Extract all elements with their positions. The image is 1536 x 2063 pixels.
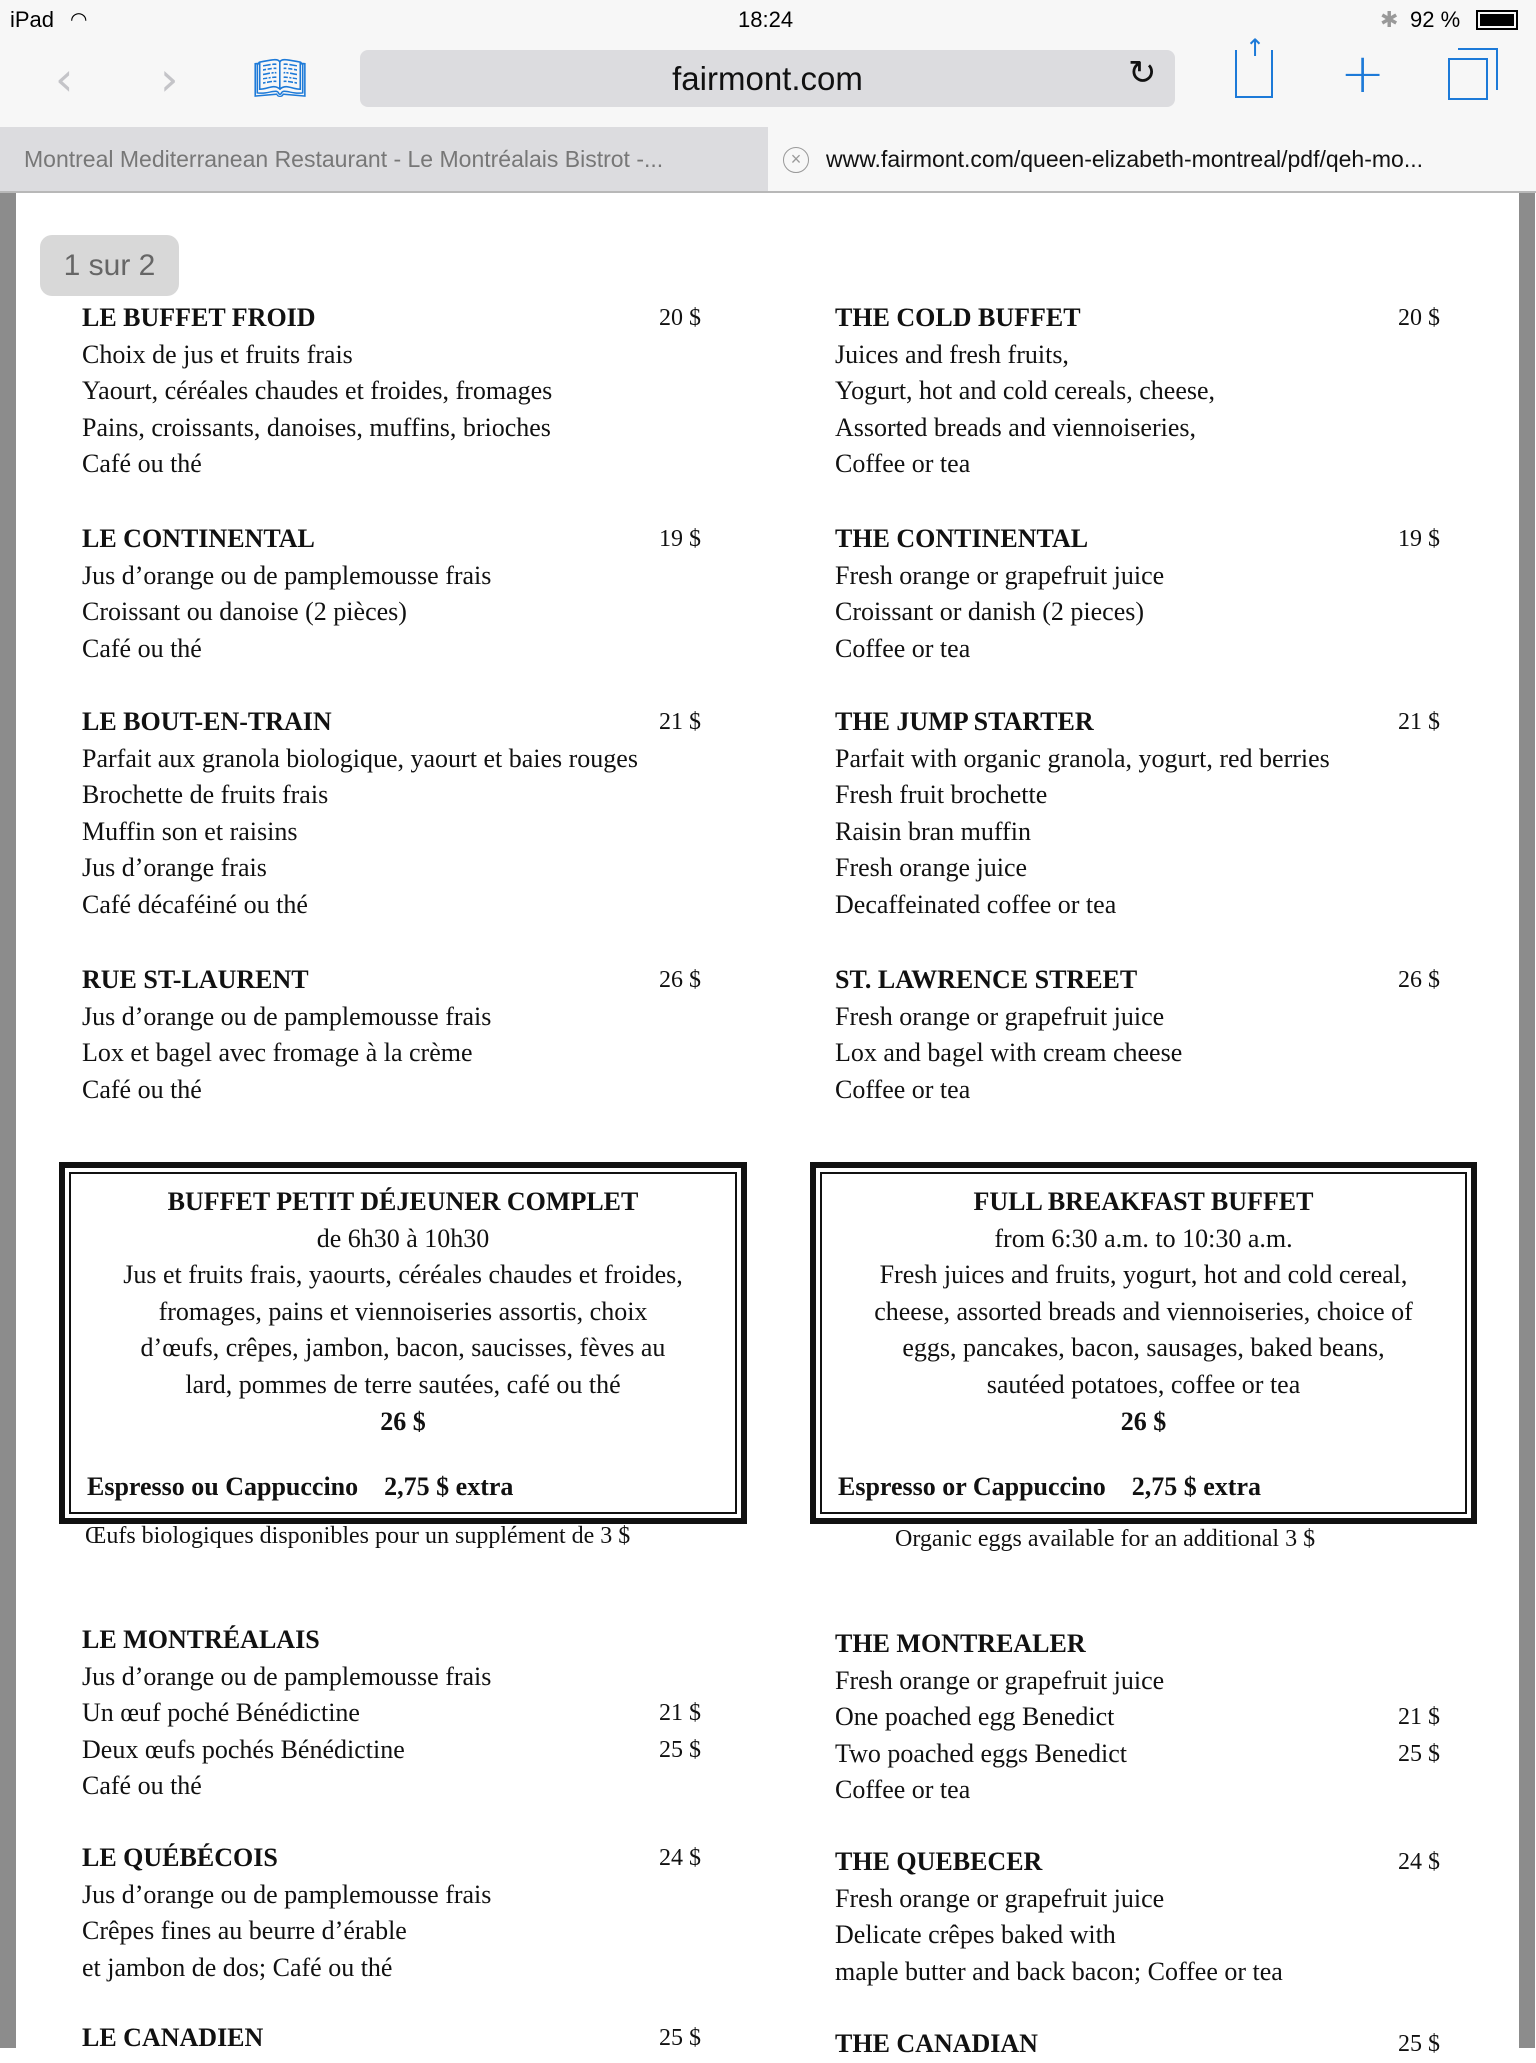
item-price: 25 $ [659, 2025, 701, 2051]
item-line: Jus d’orange frais [82, 853, 267, 883]
line-price: 21 $ [1398, 1704, 1440, 1731]
item-heading: LE QUÉBÉCOIS [82, 1843, 278, 1872]
menu-item [82, 1622, 491, 1805]
menu-item [82, 2020, 263, 2057]
box-price: 26 $ [380, 1406, 426, 1436]
espresso-label: Espresso ou Cappuccino [87, 1472, 359, 1502]
item-line: Raisin bran muffin [835, 816, 1031, 846]
wifi-icon: ◠ [70, 7, 88, 31]
espresso-line [838, 1469, 1261, 1506]
item-price: 19 $ [1398, 526, 1440, 552]
item-price: 21 $ [1398, 709, 1440, 735]
menu-item [835, 1844, 1283, 1990]
item-line: Fresh fruit brochette [835, 780, 1048, 810]
item-line: Coffee or tea [835, 449, 971, 479]
item-line: Parfait with organic granola, yogurt, red berries [835, 743, 1330, 773]
item-line: Fresh orange or grapefruit juice [835, 1883, 1165, 1913]
item-price: 20 $ [1398, 305, 1440, 331]
item-heading: LE CANADIEN [82, 2023, 264, 2052]
item-line: Juices and fresh fruits, [835, 339, 1069, 369]
item-line: Café ou thé [82, 1074, 202, 1104]
item-line: Parfait aux granola biologique, yaourt et baies rouges [82, 743, 638, 773]
menu-item [82, 300, 552, 483]
item-line: Decaffeinated coffee or tea [835, 889, 1117, 919]
menu-item [835, 962, 1182, 1108]
item-line: Pains, croissants, danoises, muffins, brioches [82, 412, 551, 442]
menu-item [835, 1626, 1164, 1809]
item-heading: THE QUEBECER [835, 1847, 1043, 1876]
item-line: Café ou thé [82, 449, 202, 479]
item-line: Coffee or tea [835, 1775, 971, 1805]
tabs-icon[interactable] [1448, 58, 1488, 100]
menu-item [82, 521, 491, 667]
espresso-price: 2,75 $ extra [384, 1472, 514, 1502]
battery-percent: 92 % [1410, 7, 1461, 32]
box-line: Jus et fruits frais, yaourts, céréales chaudes et froides, [123, 1260, 683, 1290]
forward-button[interactable]: › [160, 52, 179, 106]
item-heading: LE CONTINENTAL [82, 524, 315, 553]
reload-icon[interactable]: ↻ [1128, 53, 1157, 93]
item-heading: ST. LAWRENCE STREET [835, 965, 1138, 994]
battery-icon [1476, 10, 1518, 30]
item-price: 19 $ [659, 526, 701, 552]
tab-pdf[interactable]: www.fairmont.com/queen-elizabeth-montreal/pdf/qeh-mo... [768, 127, 1536, 191]
menu-item [82, 704, 638, 924]
clock: 18:24 [738, 7, 794, 32]
menu-item [835, 521, 1164, 667]
item-heading: LE BOUT-EN-TRAIN [82, 707, 332, 736]
item-line: Jus d’orange ou de pamplemousse frais [82, 1879, 492, 1909]
bluetooth-icon: ✱ [1380, 7, 1399, 32]
item-line: Coffee or tea [835, 633, 971, 663]
box-price: 26 $ [1120, 1406, 1167, 1436]
menu-item [82, 1840, 491, 1986]
item-price: 20 $ [659, 305, 701, 331]
address-bar[interactable]: fairmont.com [360, 50, 1175, 107]
item-line: Croissant ou danoise (2 pièces) [82, 597, 407, 627]
menu-item [835, 300, 1215, 483]
item-line: Delicate crêpes baked with [835, 1920, 1116, 1950]
espresso-price: 2,75 $ extra [1131, 1472, 1262, 1502]
line-price: 25 $ [659, 1736, 701, 1763]
box-line: Fresh juices and fruits, yogurt, hot and cold cereal, [879, 1260, 1408, 1290]
line-price: 25 $ [1398, 1740, 1440, 1767]
item-heading: THE CONTINENTAL [835, 524, 1089, 553]
back-button[interactable]: ‹ [55, 52, 74, 106]
item-line: Un œuf poché Bénédictine [82, 1698, 360, 1728]
item-price: 26 $ [659, 967, 701, 993]
item-line: Fresh orange or grapefruit juice [835, 1001, 1165, 1031]
tab-restaurant[interactable]: Montreal Mediterranean Restaurant - Le Montréalais Bistrot -... [0, 127, 768, 191]
item-price: 24 $ [659, 1845, 701, 1871]
status-bar [0, 0, 1536, 40]
item-heading: THE COLD BUFFET [835, 303, 1081, 332]
box-line: fromages, pains et viennoiseries assortis, choix [158, 1296, 648, 1326]
organic-eggs-note: Organic eggs available for an additional 3 $ [895, 1526, 1316, 1552]
device-name: iPad [10, 7, 55, 32]
item-price: 25 $ [1398, 2031, 1440, 2057]
item-line: Brochette de fruits frais [82, 780, 329, 810]
item-line: Assorted breads and viennoiseries, [835, 412, 1197, 442]
item-heading: LE BUFFET FROID [82, 303, 316, 332]
menu-item [835, 2026, 1038, 2063]
buffet-box-inner [820, 1172, 1467, 1514]
pdf-page [16, 193, 1519, 2058]
new-tab-icon[interactable]: + [1340, 42, 1386, 105]
item-line: Café ou thé [82, 633, 202, 663]
item-line: Coffee or tea [835, 1074, 971, 1104]
item-line: Two poached eggs Benedict [835, 1738, 1128, 1768]
menu-item [835, 704, 1330, 924]
share-icon[interactable]: ↑ [1235, 50, 1273, 98]
item-heading: RUE ST-LAURENT [82, 965, 309, 994]
item-price: 24 $ [1398, 1849, 1440, 1875]
item-price: 21 $ [659, 709, 701, 735]
item-line: Café ou thé [82, 1771, 202, 1801]
item-line: Jus d’orange ou de pamplemousse frais [82, 560, 492, 590]
box-title: FULL BREAKFAST BUFFET [973, 1187, 1314, 1216]
box-line: sautéed potatoes, coffee or tea [986, 1369, 1301, 1399]
organic-eggs-note: Œufs biologiques disponibles pour un supplément de 3 $ [85, 1523, 631, 1549]
item-line: Lox et bagel avec fromage à la crème [82, 1038, 473, 1068]
item-line: Choix de jus et fruits frais [82, 339, 353, 369]
item-line: Yaourt, céréales chaudes et froides, fromages [82, 376, 553, 406]
bookmarks-icon[interactable]: 📖︎ [252, 53, 308, 104]
item-line: Croissant or danish (2 pieces) [835, 597, 1145, 627]
item-line: et jambon de dos; Café ou thé [82, 1952, 393, 1982]
box-hours: from 6:30 a.m. to 10:30 a.m. [994, 1223, 1293, 1253]
line-price: 21 $ [659, 1700, 701, 1727]
item-line: Fresh orange or grapefruit juice [835, 560, 1165, 590]
item-line: One poached egg Benedict [835, 1702, 1115, 1732]
item-heading: LE MONTRÉALAIS [82, 1625, 320, 1654]
buffet-box-inner [69, 1172, 737, 1514]
right-margin [1519, 193, 1535, 2048]
espresso-label: Espresso or Cappuccino [838, 1472, 1106, 1502]
box-line: eggs, pancakes, bacon, sausages, baked beans, [902, 1333, 1385, 1363]
espresso-line [87, 1469, 513, 1506]
page-indicator: 1 sur 2 [40, 235, 179, 296]
item-heading: THE CANADIAN [835, 2029, 1038, 2058]
item-line: Yogurt, hot and cold cereals, cheese, [835, 376, 1216, 406]
item-line: Crêpes fines au beurre d’érable [82, 1916, 407, 1946]
browser-toolbar [0, 34, 1536, 127]
menu-item [82, 962, 491, 1108]
item-line: maple butter and back bacon; Coffee or tea [835, 1956, 1283, 1986]
item-line: Muffin son et raisins [82, 816, 298, 846]
close-tab-icon[interactable]: × [783, 147, 809, 173]
item-line: Jus d’orange ou de pamplemousse frais [82, 1661, 492, 1691]
left-margin [0, 193, 16, 2048]
item-line: Deux œufs pochés Bénédictine [82, 1734, 405, 1764]
item-price: 26 $ [1398, 967, 1440, 993]
item-line: Jus d’orange ou de pamplemousse frais [82, 1001, 492, 1031]
buffet-box [59, 1162, 747, 1524]
item-heading: THE JUMP STARTER [835, 707, 1094, 736]
item-line: Fresh orange or grapefruit juice [835, 1665, 1165, 1695]
box-line: lard, pommes de terre sautées, café ou thé [185, 1369, 621, 1399]
buffet-box [810, 1162, 1477, 1524]
item-line: Café décaféiné ou thé [82, 889, 308, 919]
box-hours: de 6h30 à 10h30 [316, 1223, 490, 1253]
tab-bar [0, 127, 1536, 193]
box-title: BUFFET PETIT DÉJEUNER COMPLET [167, 1187, 639, 1216]
item-line: Fresh orange juice [835, 853, 1028, 883]
box-line: cheese, assorted breads and viennoiseries, choice of [874, 1296, 1413, 1326]
item-line: Lox and bagel with cream cheese [835, 1038, 1183, 1068]
box-line: d’œufs, crêpes, jambon, bacon, saucisses, fèves au [140, 1333, 666, 1363]
item-heading: THE MONTREALER [835, 1629, 1086, 1658]
